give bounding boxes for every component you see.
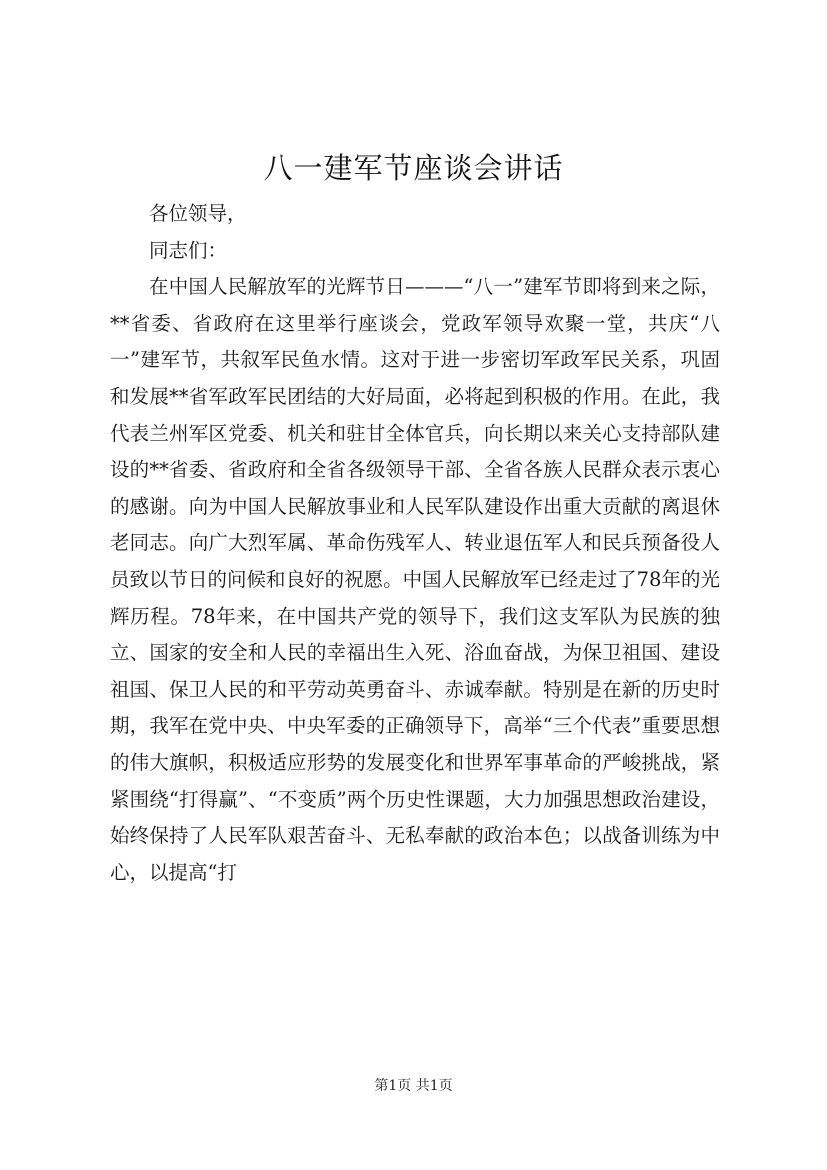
- document-title: 八一建军节座谈会讲话: [263, 151, 564, 185]
- page-number-footer: 第1页 共1页: [374, 1078, 453, 1094]
- salutation-comrades: 同志们：: [149, 238, 228, 262]
- salutation-leaders: 各位领导，: [149, 202, 247, 225]
- document-body: [110, 196, 720, 891]
- speech-paragraph: 在中国人民解放军的光辉节日———“八一”建军节即将到来之际，**省委、省政府在这里举行座谈会，党政军领导欢聚一堂，共庆“八一”建军节，共叙军民鱼水情。这对于进一步密切军政军民关系，巩固和发展**省军政军民团结的大好局面，必将起到积极的作用。在此，我代表兰州军区党委、机关和驻甘全体官兵，向长期以来关心支持部队建设的**省委、省政府和全省各级领导干部、全省各族人民群众表示衷心的感谢。向为中国人民解放事业和人民军队建设作出重大贡献的离退休老同志。向广大烈军属、革命伤残军人、转业退伍军人和民兵预备役人员致以节日的问候和良好的祝愿。中国人民解放军已经走过了78年的光辉历程。78年来，在中国共产党的领导下，我们这支军队为民族的独立、国家的安全和人民的幸福出生入死、浴血奋战，为保卫祖国、建设祖国、保卫人民的和平劳动英勇奋斗、赤诚奉献。特别是在新的历史时期，我军在党中央、中央军委的正确领导下，高举“三个代表”重要思想的伟大旗帜，积极适应形势的发展变化和世界军事革命的严峻挑战，紧紧围绕“打得赢”、“不变质”两个历史性课题，大力加强思想政治建设，始终保持了人民军队艰苦奋斗、无私奉献的政治本色；以战备训练为中心，以提高“打: [110, 275, 720, 884]
